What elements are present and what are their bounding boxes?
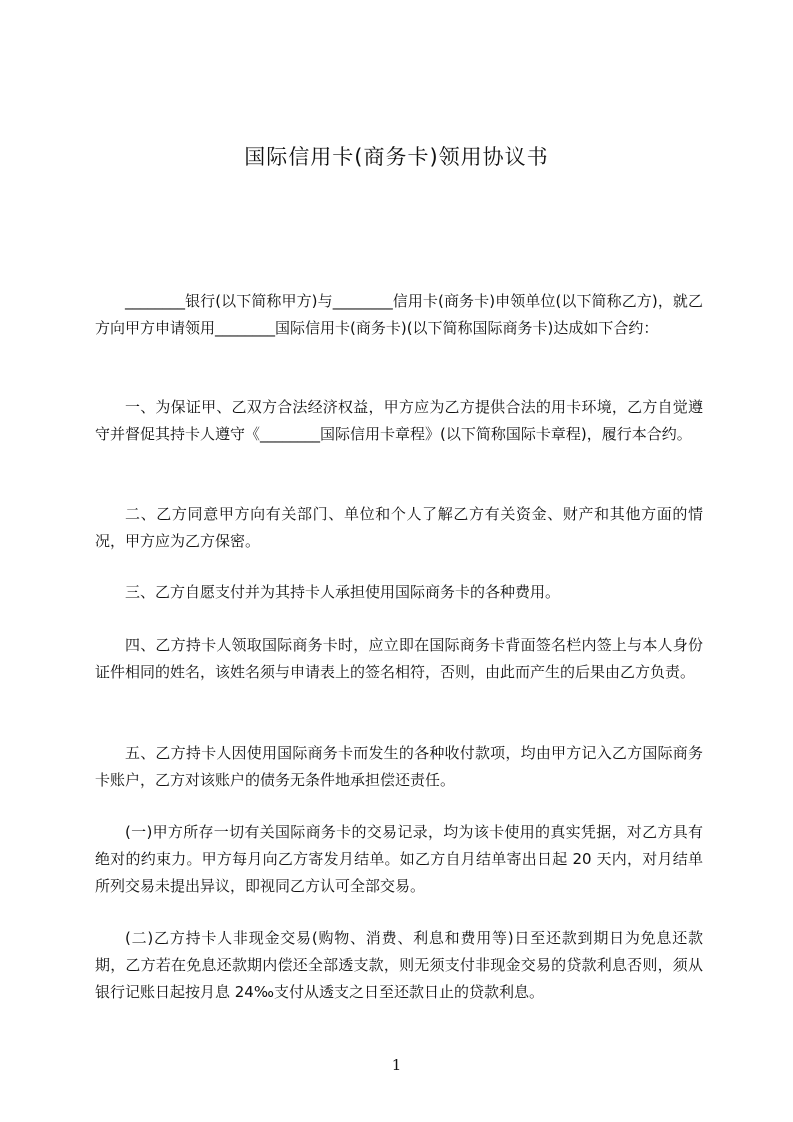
paragraph-clause-4: 四、乙方持卡人领取国际商务卡时，应立即在国际商务卡背面签名栏内签上与本人身份证件相同的姓名，该姓名须与申请表上的签名相符，否则，由此而产生的后果由乙方负责。 [95,636,703,681]
paragraph-clause-5-1: (一)甲方所存一切有关国际商务卡的交易记录，均为该卡使用的真实凭据，对乙方具有绝对的约束力。甲方每月向乙方寄发月结单。如乙方自月结单寄出日起 20 天内，对月结单所列交易未提出异议，即视同乙方认可全部交易。 [95,823,703,895]
clause-5-2-block [95,925,703,1006]
paragraph-intro: ________银行(以下简称甲方)与________信用卡(商务卡)申领单位(以下简称乙方)，就乙方向甲方申请领用________国际信用卡(商务卡)(以下简称国际商务卡)达成如下合约： [95,292,703,337]
clause-3-block [95,579,703,606]
intro-paragraph-block [95,288,703,342]
paragraph-clause-1: 一、为保证甲、乙双方合法经济权益，甲方应为乙方提供合法的用卡环境，乙方自觉遵守并督促其持卡人遵守《________国际信用卡章程》(以下简称国际卡章程)，履行本合约。 [95,398,703,443]
clause-1-block [95,394,703,448]
page-number: 1 [391,1056,402,1074]
clause-4-block [95,632,703,686]
document-title: 国际信用卡(商务卡)领用协议书 [244,145,549,169]
clause-5-1-block [95,819,703,900]
paragraph-clause-2: 二、乙方同意甲方向有关部门、单位和个人了解乙方有关资金、财产和其他方面的情况，甲方应为乙方保密。 [95,505,703,550]
paragraph-clause-5-2: (二)乙方持卡人非现金交易(购物、消费、利息和费用等)日至还款到期日为免息还款期，乙方若在免息还款期内偿还全部透支款，则无须支付非现金交易的贷款利息否则，须从银行记账日起按月息 24‰支付从透支之日至还款日止的贷款利息。 [95,929,703,1001]
clause-5-block [95,740,703,794]
clause-2-block [95,501,703,555]
paragraph-clause-3: 三、乙方自愿支付并为其持卡人承担使用国际商务卡的各种费用。 [125,583,561,601]
paragraph-clause-5: 五、乙方持卡人因使用国际商务卡而发生的各种收付款项，均由甲方记入乙方国际商务卡账户，乙方对该账户的债务无条件地承担偿还责任。 [95,744,703,789]
